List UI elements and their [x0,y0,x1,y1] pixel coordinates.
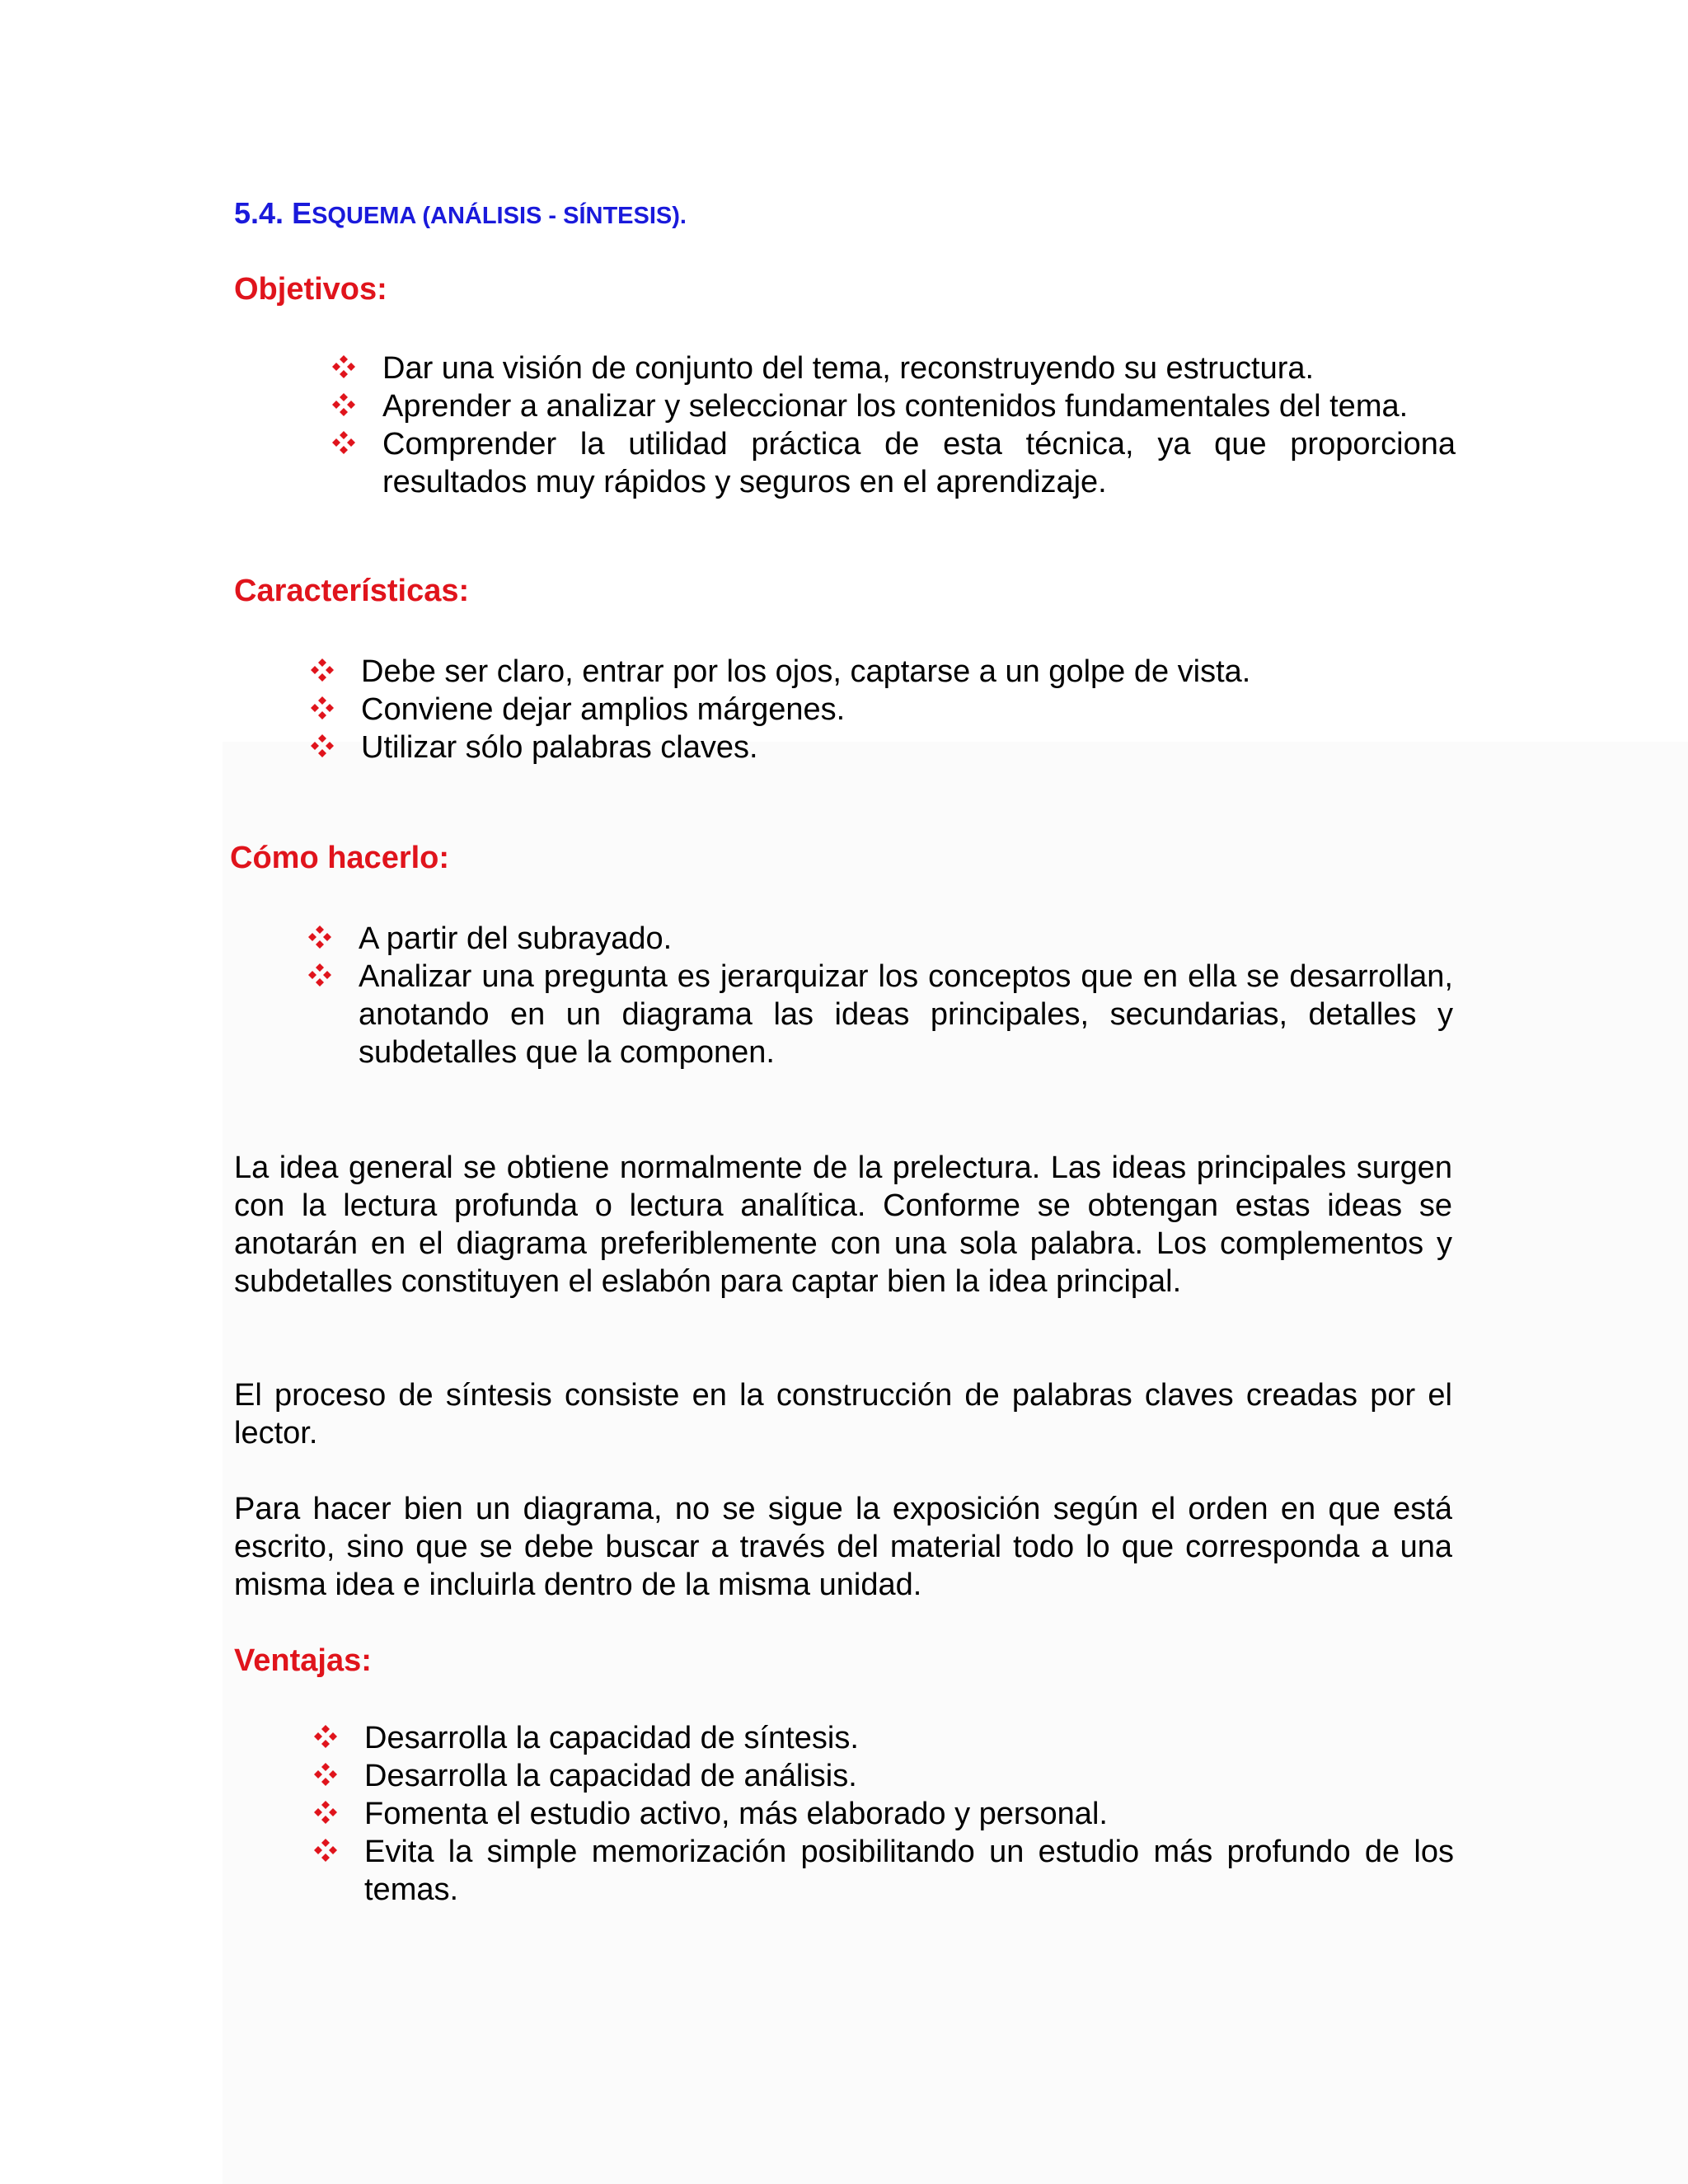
list-item-text: Utilizar sólo palabras claves. [361,730,758,765]
four-diamond-bullet-icon [310,729,338,766]
paragraph-proceso-sintesis: El proceso de síntesis consiste en la construcción de palabras claves creadas por el lector. [234,1378,1452,1451]
four-diamond-bullet-icon [313,1757,341,1795]
list-item [313,1833,1454,1909]
list-item-text: Debe ser claro, entrar por los ojos, captarse a un golpe de vista. [361,654,1251,689]
list-item [307,958,1453,1071]
list-item [313,1795,1454,1833]
four-diamond-bullet-icon [331,425,359,463]
list-item [307,920,1453,958]
list-item-text: Desarrolla la capacidad de análisis. [364,1759,857,1793]
list-item-text: Analizar una pregunta es jerarquizar los conceptos que en ella se desarrollan, anotando en un diagrama las ideas principales, secundarias, detalles y subdetalles que la componen. [359,959,1453,1070]
title-initial: E [292,196,312,230]
list-item-text: Desarrolla la capacidad de síntesis. [364,1721,859,1755]
four-diamond-bullet-icon [331,349,359,387]
list-item [331,387,1456,425]
list-item [313,1757,1454,1795]
objetivos-list [331,349,1456,501]
four-diamond-bullet-icon [313,1719,341,1757]
list-item [310,653,1456,691]
paragraph-hacer-diagrama: Para hacer bien un diagrama, no se sigue la exposición según el orden en que está escrito, sino que se debe buscar a través del material todo lo que corresponda a una misma idea e incluirla dentro de la misma unidad. [234,1492,1452,1602]
list-item-text: Dar una visión de conjunto del tema, reconstruyendo su estructura. [382,351,1315,386]
four-diamond-bullet-icon [313,1833,341,1871]
paragraph-idea-general: La idea general se obtiene normalmente de la prelectura. Las ideas principales surgen con la lectura profunda o lectura analítica. Conforme se obtengan estas ideas se anotarán en el diagrama preferiblemente con una sola palabra. Los complementos y subdetalles constituyen el eslabón para captar bien la idea principal. [234,1151,1452,1299]
caracteristicas-list [310,653,1456,766]
list-item [313,1719,1454,1757]
section-heading-ventajas: Ventajas: [234,1643,372,1678]
four-diamond-bullet-icon [331,387,359,425]
four-diamond-bullet-icon [310,691,338,729]
list-item [310,691,1456,729]
section-heading-como-hacerlo: Cómo hacerlo: [230,841,450,875]
section-heading-caracteristicas: Características: [234,574,470,608]
ventajas-list [313,1719,1454,1909]
como-hacerlo-list [307,920,1453,1071]
list-item [310,729,1456,766]
list-item-text: A partir del subrayado. [359,921,673,956]
list-item-text: Comprender la utilidad práctica de esta técnica, ya que proporciona resultados muy rápidos y seguros en el aprendizaje. [382,427,1456,499]
section-heading-objetivos: Objetivos: [234,272,387,307]
four-diamond-bullet-icon [310,653,338,691]
list-item-text: Aprender a analizar y seleccionar los contenidos fundamentales del tema. [382,389,1409,424]
list-item [331,425,1456,501]
list-item [331,349,1456,387]
title-number: 5.4. [234,196,284,230]
four-diamond-bullet-icon [307,958,335,996]
four-diamond-bullet-icon [307,920,335,958]
four-diamond-bullet-icon [313,1795,341,1833]
list-item-text: Evita la simple memorización posibilitando un estudio más profundo de los temas. [364,1835,1454,1907]
title-rest: SQUEMA (ANÁLISIS - SÍNTESIS). [312,203,687,229]
list-item-text: Conviene dejar amplios márgenes. [361,692,846,727]
page-title [234,196,687,231]
list-item-text: Fomenta el estudio activo, más elaborado y personal. [364,1797,1108,1831]
